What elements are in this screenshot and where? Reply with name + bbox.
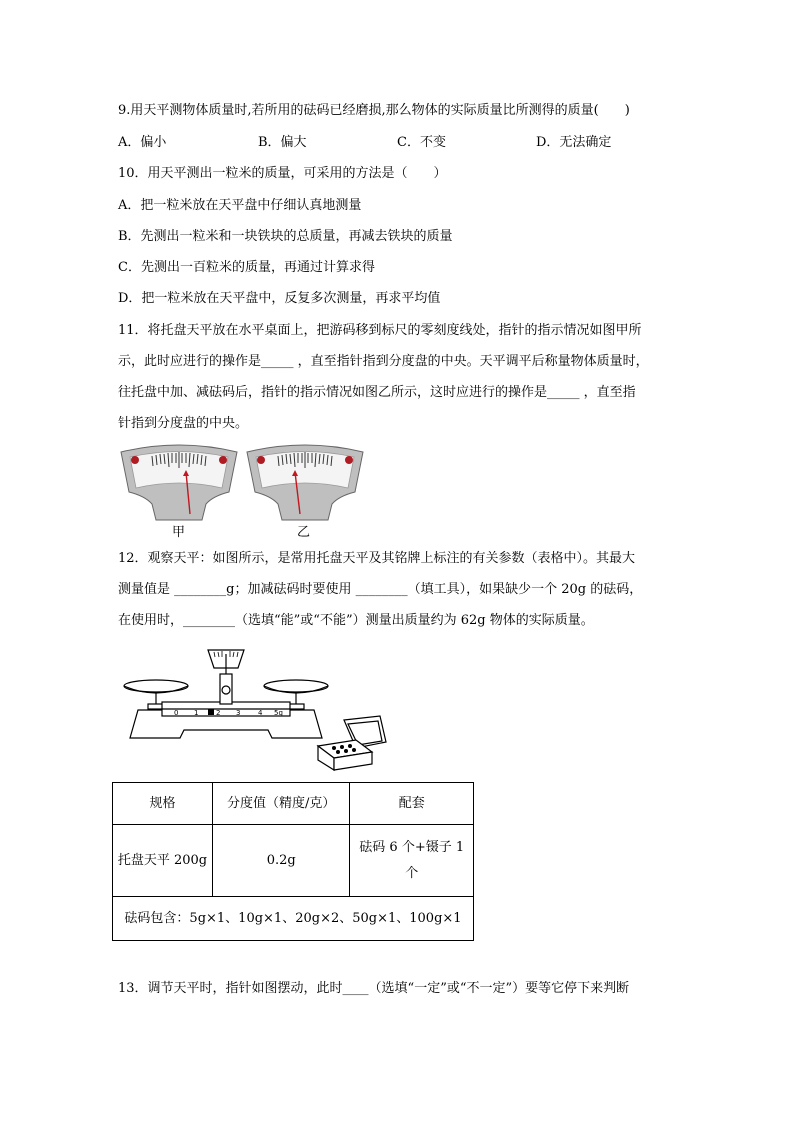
spec-footer: 砝码包含：5g×1、10g×1、20g×2、50g×1、100g×1 — [113, 897, 474, 941]
spec-cell-accessories-line-1: 砝码 6 个+镊子 1 — [359, 839, 465, 855]
dial-yi-caption: 乙 — [297, 525, 311, 540]
beam-label-5: 5g — [274, 709, 283, 717]
q13-stem: 13．调节天平时，指针如图摆动，此时____（选填“一定”或“不一定”）要等它停下来判断 — [118, 981, 630, 996]
dial-jia-figure — [118, 444, 240, 522]
beam-label-1: 1 — [194, 709, 199, 717]
spec-header-division: 分度值（精度/克） — [213, 783, 350, 825]
spec-cell-accessories — [350, 825, 474, 897]
beam-label-3: 3 — [236, 709, 241, 717]
dial-yi-right-dot — [345, 456, 353, 464]
dial-jia-caption: 甲 — [172, 525, 186, 540]
q10-option-a: A．把一粒米放在天平盘中仔细认真地测量 — [118, 198, 362, 213]
spec-cell-division: 0.2g — [213, 825, 350, 897]
beam-label-0: 0 — [174, 709, 179, 717]
q9-stem: 9.用天平测物体质量时,若所用的砝码已经磨损,那么物体的实际质量比所测得的质量( ) — [118, 103, 630, 118]
q11-line-3: 往托盘中加、减砝码后，指针的指示情况如图乙所示，这时应进行的操作是_____ ，直至指 — [118, 385, 636, 400]
spec-table — [112, 782, 474, 941]
dial-yi-left-dot — [257, 456, 265, 464]
spec-cell-accessories-line-2: 个 — [405, 865, 419, 881]
q12-line-2: 测量值是 ________g；加减砝码时要使用 ________（填工具），如果缺少一个 20g 的砝码， — [118, 582, 643, 597]
q12-line-1: 12．观察天平：如图所示，是常用托盘天平及其铭牌上标注的有关参数（表格中）。其最大 — [118, 551, 636, 566]
q10-option-b: B．先测出一粒米和一块铁块的总质量，再减去铁块的质量 — [118, 229, 453, 244]
dial-jia-right-dot — [219, 456, 227, 464]
q11-line-2: 示，此时应进行的操作是_____ ，直至指针指到分度盘的中央。天平调平后称量物体质量时， — [118, 354, 649, 369]
balance-figure — [122, 644, 332, 740]
dial-yi-figure — [244, 444, 366, 522]
q9-option-d: D．无法确定 — [536, 135, 612, 150]
q9-option-b: B．偏大 — [258, 135, 307, 150]
q12-line-3: 在使用时，________（选填“能”或“不能”）测量出质量约为 62g 物体的实际质量。 — [118, 613, 594, 628]
q9-option-a: A．偏小 — [118, 135, 167, 150]
beam-label-2: 2 — [216, 709, 221, 717]
beam-label-4: 4 — [258, 709, 263, 717]
spec-header-spec: 规格 — [113, 783, 213, 825]
q10-stem: 10．用天平测出一粒米的质量，可采用的方法是（ ） — [118, 166, 447, 181]
q9-option-c: C．不变 — [397, 135, 446, 150]
q10-option-d: D．把一粒米放在天平盘中，反复多次测量，再求平均值 — [118, 291, 441, 306]
dial-jia-left-dot — [131, 456, 139, 464]
spec-header-accessories: 配套 — [350, 783, 474, 825]
q11-line-4: 针指到分度盘的中央。 — [118, 416, 249, 431]
spec-cell-spec: 托盘天平 200g — [113, 825, 213, 897]
weight-box-figure — [316, 714, 388, 772]
q11-line-1: 11．将托盘天平放在水平桌面上，把游码移到标尺的零刻度线处，指针的指示情况如图甲所 — [118, 323, 642, 338]
q10-option-c: C．先测出一百粒米的质量，再通过计算求得 — [118, 260, 375, 275]
